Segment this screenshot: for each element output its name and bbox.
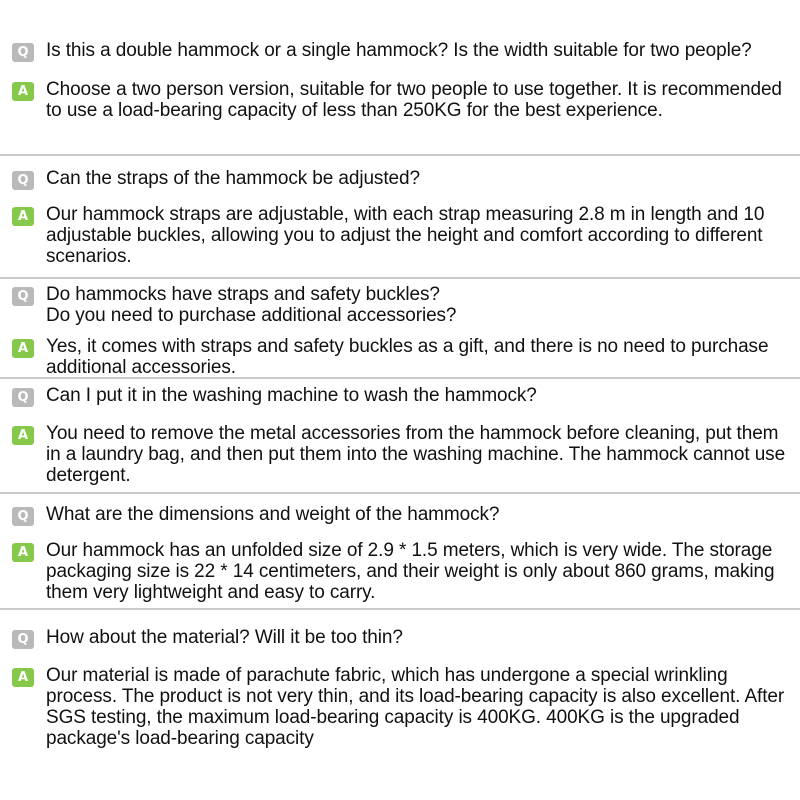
divider (0, 377, 800, 379)
answer-text: Our hammock has an unfolded size of 2.9 * 1.5 meters, which is very wide. The storage packaging size is 22 * 14 centimeters, and their weight is only about 860 grams, making them very lightweight and easy to carry. (46, 540, 775, 603)
faq-answer-row (12, 79, 794, 121)
faq-question-row (12, 627, 794, 649)
divider (0, 154, 800, 156)
answer-badge: A (12, 207, 34, 226)
answer-text: Yes, it comes with straps and safety buckles as a gift, and there is no need to purchase additional accessories. (46, 336, 769, 378)
answer-badge: A (12, 543, 34, 562)
question-text: How about the material? Will it be too thin? (46, 627, 403, 648)
faq-question-row (12, 168, 794, 190)
faq-answer-row (12, 540, 794, 603)
faq-answer-row (12, 665, 794, 749)
answer-badge: A (12, 668, 34, 687)
faq-question-row (12, 385, 794, 407)
divider (0, 608, 800, 610)
faq-answer-row (12, 204, 794, 267)
question-text: Is this a double hammock or a single hammock? Is the width suitable for two people? (46, 40, 752, 61)
answer-badge: A (12, 426, 34, 445)
question-badge: Q (12, 630, 34, 649)
faq-answer-row (12, 423, 794, 486)
question-badge: Q (12, 43, 34, 62)
answer-text: Choose a two person version, suitable for two people to use together. It is recommended to use a load-bearing capacity of less than 250KG for the best experience. (46, 79, 782, 121)
question-text: Can the straps of the hammock be adjusted? (46, 168, 420, 189)
question-text: What are the dimensions and weight of the hammock? (46, 504, 500, 525)
divider (0, 277, 800, 279)
answer-badge: A (12, 82, 34, 101)
question-badge: Q (12, 507, 34, 526)
question-text: Do hammocks have straps and safety buckles? Do you need to purchase additional accessories? (46, 284, 457, 326)
faq-question-row (12, 504, 794, 526)
question-text: Can I put it in the washing machine to wash the hammock? (46, 385, 537, 406)
faq-question-row (12, 284, 794, 326)
question-badge: Q (12, 287, 34, 306)
question-badge: Q (12, 171, 34, 190)
faq-question-row (12, 40, 794, 62)
answer-badge: A (12, 339, 34, 358)
question-badge: Q (12, 388, 34, 407)
answer-text: You need to remove the metal accessories from the hammock before cleaning, put them in a laundry bag, and then put them into the washing machine. The hammock cannot use detergent. (46, 423, 786, 486)
answer-text: Our material is made of parachute fabric, which has undergone a special wrinkling process. The product is not very thin, and its load-bearing capacity is also excellent. After SGS testing, the maximum load-bearing capacity is 400KG. 400KG is the upgraded package's load-bearing capacity (46, 665, 785, 749)
faq-answer-row (12, 336, 794, 378)
answer-text: Our hammock straps are adjustable, with each strap measuring 2.8 m in length and 10 adjustable buckles, allowing you to adjust the height and comfort according to different scenarios. (46, 204, 765, 267)
divider (0, 492, 800, 494)
